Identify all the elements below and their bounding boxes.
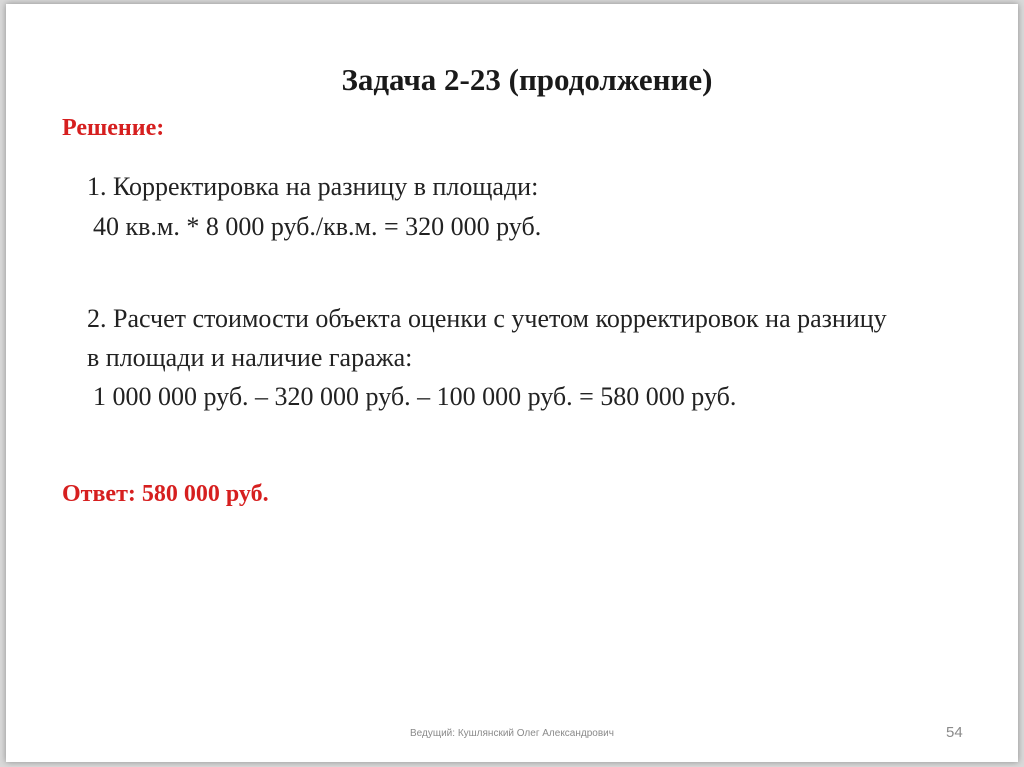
step2-label-line2: в площади и наличие гаража:	[87, 343, 413, 372]
step2-calculation: 1 000 000 руб. – 320 000 руб. – 100 000 руб. = 580 000 руб.	[93, 382, 737, 411]
step1-calculation: 40 кв.м. * 8 000 руб./кв.м. = 320 000 руб.	[93, 212, 542, 241]
solution-heading: Решение:	[62, 115, 165, 141]
page-number: 54	[946, 724, 963, 741]
slide	[6, 4, 1018, 762]
footer-presenter: Ведущий: Кушлянский Олег Александрович	[410, 728, 614, 739]
step2-label-line1: 2. Расчет стоимости объекта оценки с учетом корректировок на разницу	[87, 304, 887, 333]
answer-text: Ответ: 580 000 руб.	[62, 481, 269, 507]
step1-label: 1. Корректировка на разницу в площади:	[87, 172, 539, 201]
slide-title: Задача 2-23 (продолжение)	[341, 62, 713, 97]
